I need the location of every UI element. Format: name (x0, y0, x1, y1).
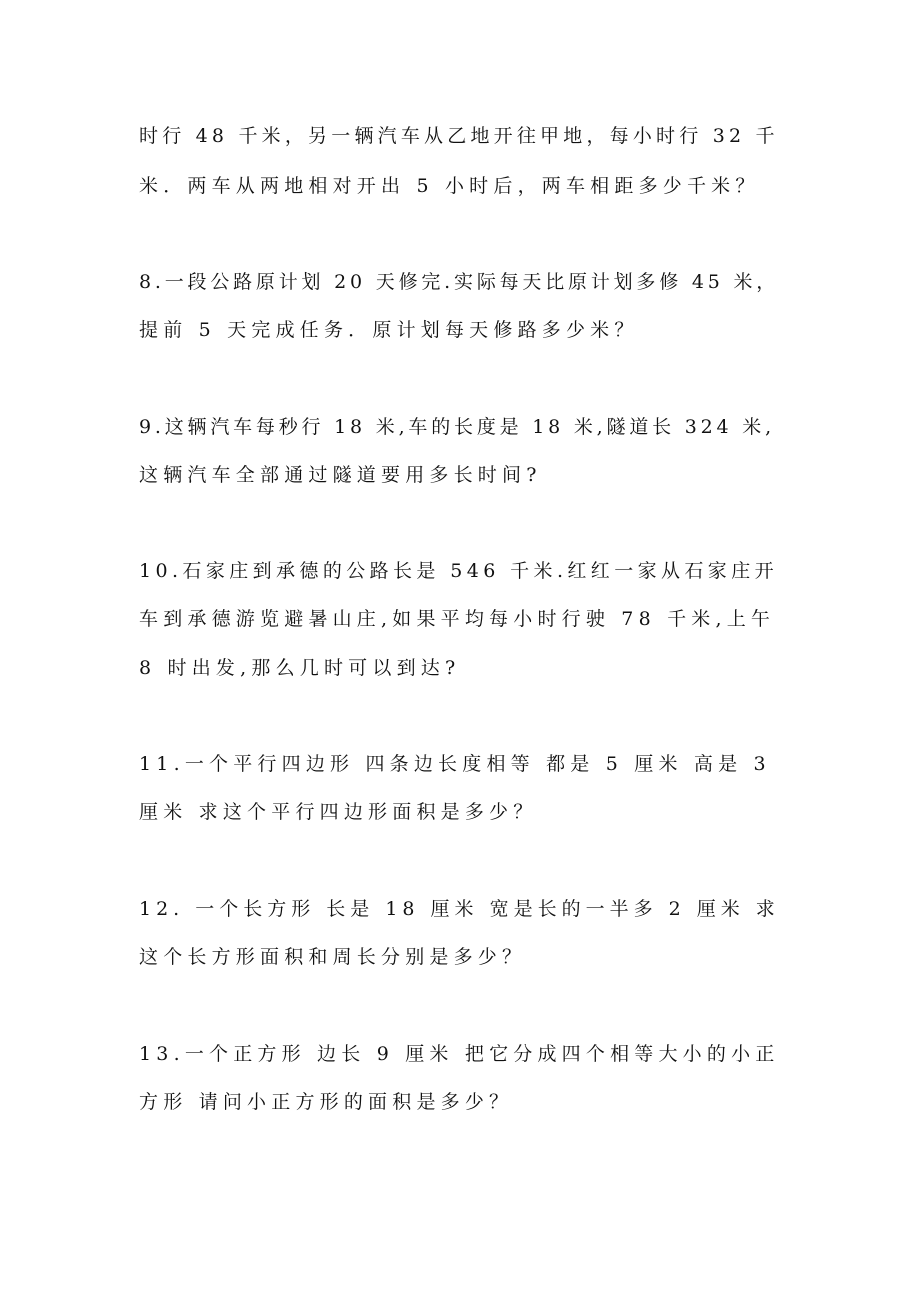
problem-10-line-2: 车到承德游览避暑山庄,如果平均每小时行驶 78 千米,上午 (139, 608, 776, 630)
problem-11-line-2: 厘米 求这个平行四边形面积是多少？ (139, 801, 538, 823)
problem-7-line-2: 米．两车从两地相对开出 5 小时后，两车相距多少千米？ (139, 175, 760, 197)
problem-13-line-1: 13.一个正方形 边长 9 厘米 把它分成四个相等大小的小正 (139, 1043, 780, 1065)
problem-9-line-1: 9.这辆汽车每秒行 18 米,车的长度是 18 米,隧道长 324 米, (139, 416, 775, 438)
problem-13-line-2: 方形 请问小正方形的面积是多少？ (139, 1091, 514, 1113)
problem-9-line-2: 这辆汽车全部通过隧道要用多长时间? (139, 464, 542, 486)
problem-10-line-1: 10.石家庄到承德的公路长是 546 千米.红红一家从石家庄开 (139, 560, 779, 582)
problem-12-line-1: 12. 一个长方形 长是 18 厘米 宽是长的一半多 2 厘米 求 (139, 898, 780, 920)
problem-11-line-1: 11.一个平行四边形 四条边长度相等 都是 5 厘米 高是 3 (139, 753, 771, 775)
problem-8-line-2: 提前 5 天完成任务．原计划每天修路多少米？ (139, 319, 639, 341)
problem-10-line-3: 8 时出发,那么几时可以到达? (139, 657, 461, 679)
problem-7-line-1: 时行 48 千米，另一辆汽车从乙地开往甲地，每小时行 32 千 (139, 125, 779, 147)
problem-8-line-1: 8.一段公路原计划 20 天修完.实际每天比原计划多修 45 米， (139, 271, 780, 293)
problem-12-line-2: 这个长方形面积和周长分别是多少？ (139, 946, 527, 968)
